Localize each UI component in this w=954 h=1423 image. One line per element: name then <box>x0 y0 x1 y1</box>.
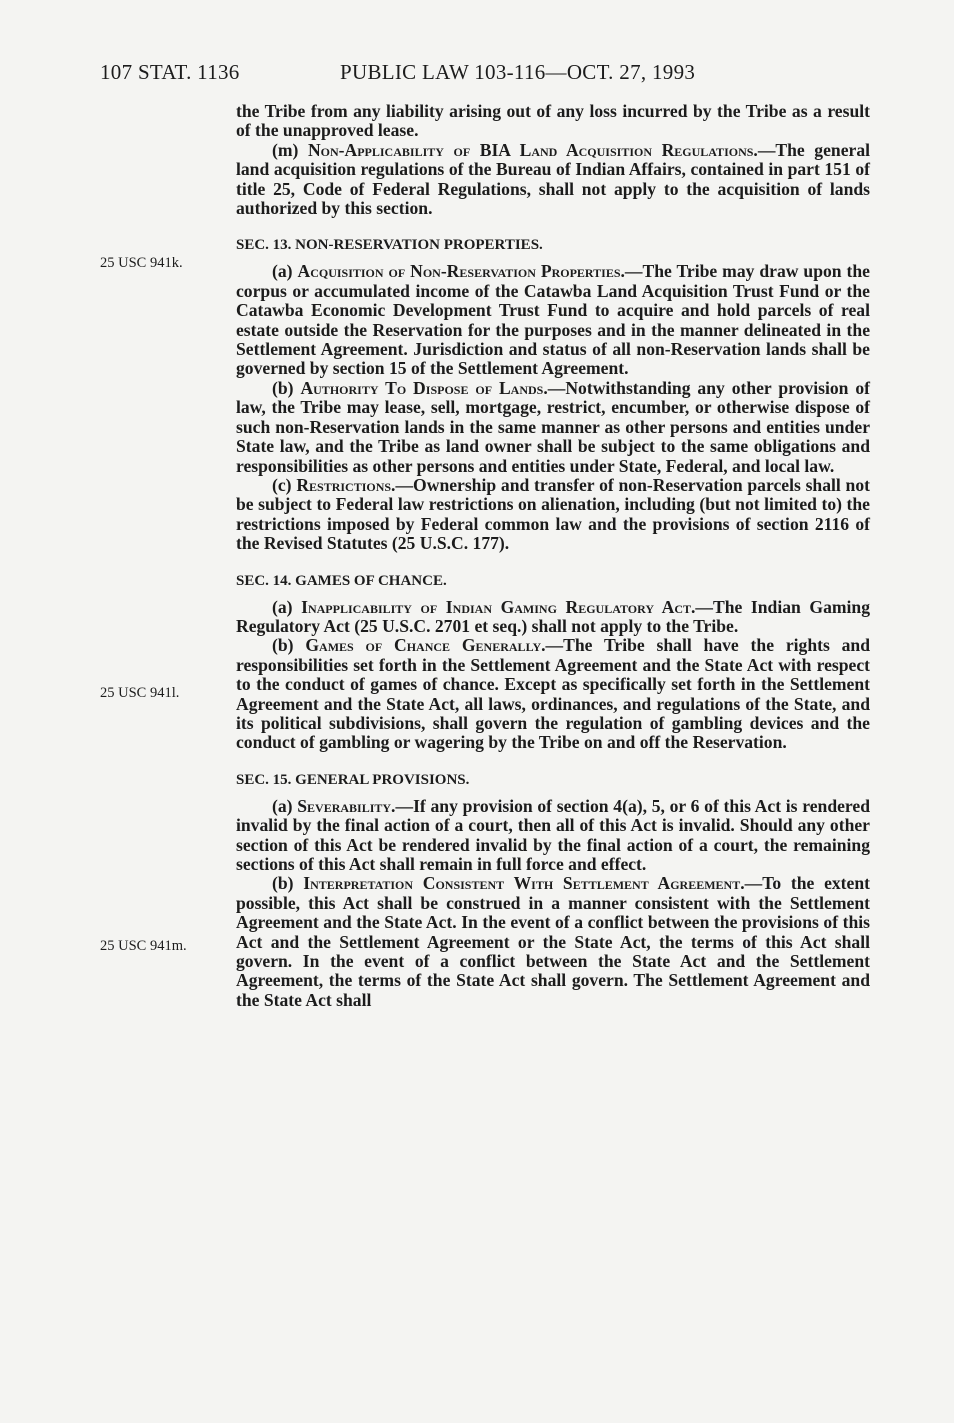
stat-reference: 107 STAT. 1136 <box>100 60 240 84</box>
subsection-13b <box>236 379 870 476</box>
subsection-caption: Non-Applicability of BIA Land Acquisition Regulations. <box>307 139 758 160</box>
subsection-text: —The general land acquisition regulations of the Bureau of Indian Affairs, contained in part 151 of title 25, Code of Federal Regulations, shall not apply to the acquisition of lands authorized by this section. <box>236 139 871 219</box>
section-15-heading: SEC. 15. GENERAL PROVISIONS. <box>236 771 470 788</box>
margin-note-941m: 25 USC 941m. <box>100 938 187 954</box>
subsection-m <box>236 141 870 219</box>
subsection-text: —The Indian Gaming Regulatory Act (25 U.S.C. 2701 et seq.) shall not apply to the Tribe. <box>236 596 871 636</box>
subsection-label: (a) <box>272 261 293 282</box>
subsection-caption: Acquisition of Non-Reservation Properties. <box>297 261 625 282</box>
subsection-13a <box>236 262 870 378</box>
subsection-caption: Interpretation Consistent With Settlement Agreement. <box>303 873 745 894</box>
subsection-label: (b) <box>272 635 294 656</box>
section-14-heading: SEC. 14. GAMES OF CHANCE. <box>236 572 447 589</box>
subsection-label: (a) <box>272 596 293 617</box>
subsection-text: —The Tribe may draw upon the corpus or accumulated income of the Catawba Land Acquisition Trust Fund or the Catawba Economic Development Trust Fund to acquire and hold parcels of real estate outside the Reservation for the purposes and in the manner delineated in the Settlement Agreement. Jurisdiction and status of all non-Reservation lands shall be governed by section 15 of the Settlement Agreement. <box>236 261 870 379</box>
subsection-text: —If any provision of section 4(a), 5, or 6 of this Act is rendered invalid by the final action of a court, then all of this Act is invalid. Should any other section of this Act be rendered invalid by the final action of a court, the remaining sections of this Act shall remain in full force and effect. <box>236 795 870 874</box>
subsection-label: (m) <box>272 139 299 160</box>
subsection-label: (c) <box>272 474 292 495</box>
page-header <box>100 60 860 86</box>
subsection-caption: Restrictions. <box>296 474 396 495</box>
main-text <box>236 102 870 1010</box>
law-reference: PUBLIC LAW 103-116—OCT. 27, 1993 <box>340 60 696 84</box>
margin-note-941k: 25 USC 941k. <box>100 255 183 271</box>
subsection-caption: Authority To Dispose of Lands. <box>300 377 548 398</box>
subsection-caption: Games of Chance Generally. <box>305 635 546 656</box>
section-13-heading: SEC. 13. NON-RESERVATION PROPERTIES. <box>236 237 543 254</box>
subsection-label: (b) <box>272 377 294 398</box>
subsection-15b <box>236 874 870 1010</box>
subsection-14b <box>236 636 870 752</box>
subsection-text: —To the extent possible, this Act shall be construed in a manner consistent with the Settlement Agreement and the State Act. In the event of a conflict between the provisions of this Act and the Settlement Agreement or the State Act, the terms of this Act shall govern. In the event of a conflict between the State Act and the Settlement Agreement, the terms of the State Act shall govern. The Settlement Agreement and the State Act shall <box>236 873 870 1010</box>
subsection-label: (a) <box>272 795 293 816</box>
subsection-caption: Severability. <box>297 795 396 816</box>
subsection-14a <box>236 598 870 637</box>
subsection-text: —The Tribe shall have the rights and responsibilities set forth in the Settlement Agreement and the State Act with respect to the conduct of games of chance. Except as specifically set forth in the Settlement Agreement and the State Act, all laws, ordinances, and regulations of the State, and its political subdivisions, shall govern the regulation of gambling devices and the conduct of gambling or wagering by the Tribe on and off the Reservation. <box>236 635 870 753</box>
subsection-text: —Ownership and transfer of non-Reservation parcels shall not be subject to Federal law restrictions on alienation, including (but not limited to) the restrictions imposed by Federal common law and the provisions of section 2116 of the Revised Statutes (25 U.S.C. 177). <box>236 474 870 554</box>
subsection-text: —Notwithstanding any other provision of law, the Tribe may lease, sell, mortgage, restrict, encumber, or otherwise dispose of such non-Reservation lands in the same manner as other persons and entities under State law, and the Tribe as land owner shall be subject to the same obligations and responsibilities as other persons and entities under State, Federal, and local law. <box>236 377 870 476</box>
margin-note-941l: 25 USC 941l. <box>100 685 180 701</box>
subsection-caption: Inapplicability of Indian Gaming Regulatory Act. <box>301 596 696 617</box>
subsection-13c <box>236 476 870 554</box>
subsection-label: (b) <box>272 873 294 894</box>
subsection-15a <box>236 797 870 875</box>
continued-paragraph: the Tribe from any liability arising out of any loss incurred by the Tribe as a result of the unapproved lease. <box>236 101 870 141</box>
